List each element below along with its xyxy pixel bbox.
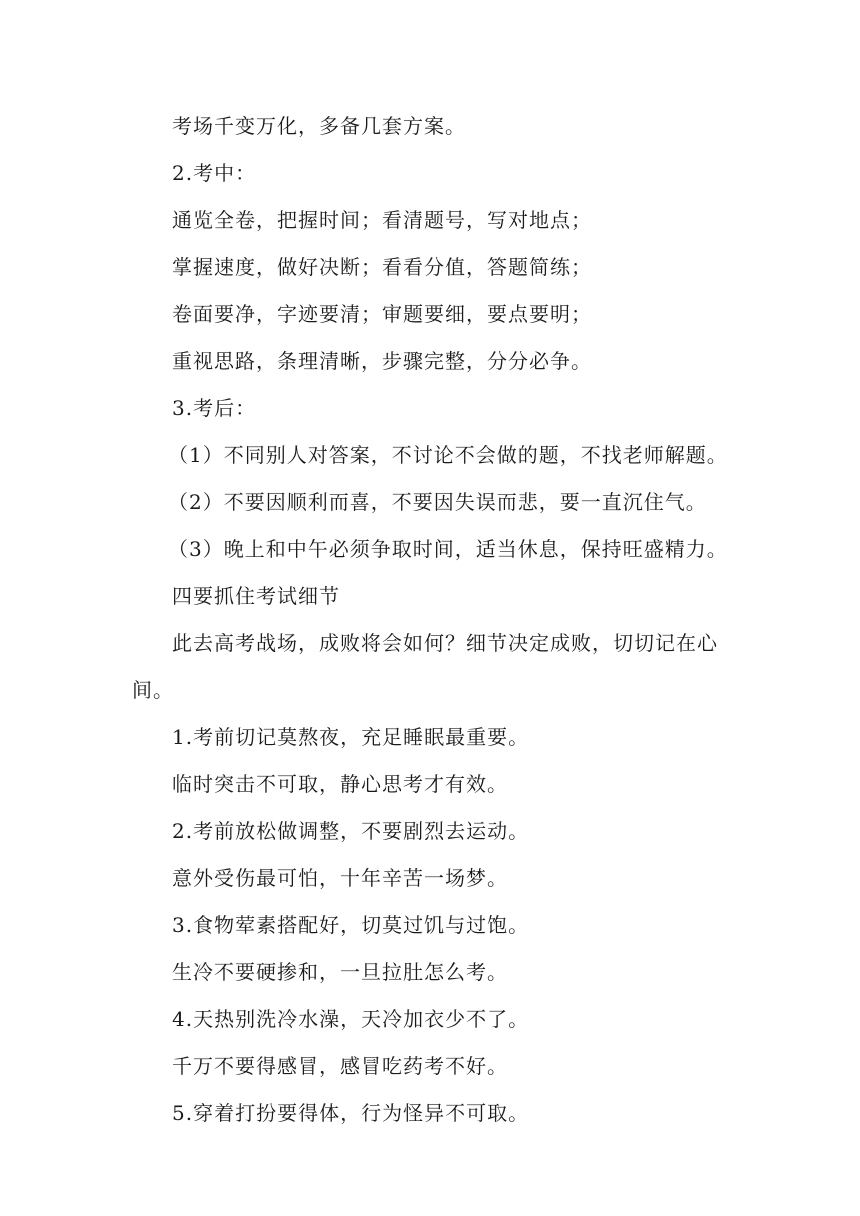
document-body	[132, 103, 732, 1137]
section-label-after-exam: 3.考后：	[172, 396, 257, 420]
text-line: 生冷不要硬掺和，一旦拉肚怎么考。	[172, 960, 508, 984]
text-line: 通览全卷，把握时间；看清题号，写对地点；	[172, 208, 592, 232]
section-label-during-exam: 2.考中：	[172, 161, 257, 185]
text-line: 5.穿着打扮要得体，行为怪异不可取。	[172, 1101, 530, 1125]
numbered-item: （1）不同别人对答案，不讨论不会做的题，不找老师解题。	[168, 443, 728, 467]
numbered-item: （2）不要因顺利而喜，不要因失误而悲，要一直沉住气。	[168, 490, 707, 514]
section-heading: 四要抓住考试细节	[172, 584, 340, 608]
text-line: 重视思路，条理清晰，步骤完整，分分必争。	[172, 349, 592, 373]
text-line: 卷面要净，字迹要清；审题要细，要点要明；	[172, 302, 592, 326]
numbered-item: （3）晚上和中午必须争取时间，适当休息，保持旺盛精力。	[168, 537, 728, 561]
paragraph: 此去高考战场，成败将会如何？细节决定成败，切切记在心间。	[132, 631, 718, 702]
text-line: 1.考前切记莫熬夜，充足睡眠最重要。	[172, 725, 530, 749]
text-line: 意外受伤最可怕，十年辛苦一场梦。	[172, 866, 508, 890]
text-line: 2.考前放松做调整，不要剧烈去运动。	[172, 819, 530, 843]
text-line: 临时突击不可取，静心思考才有效。	[172, 772, 508, 796]
text-line: 4.天热别洗冷水澡，天冷加衣少不了。	[172, 1007, 530, 1031]
text-line: 掌握速度，做好决断；看看分值，答题简练；	[172, 255, 592, 279]
text-line: 3.食物荤素搭配好，切莫过饥与过饱。	[172, 913, 530, 937]
text-line: 考场千变万化，多备几套方案。	[172, 114, 466, 138]
text-line: 千万不要得感冒，感冒吃药考不好。	[172, 1054, 508, 1078]
